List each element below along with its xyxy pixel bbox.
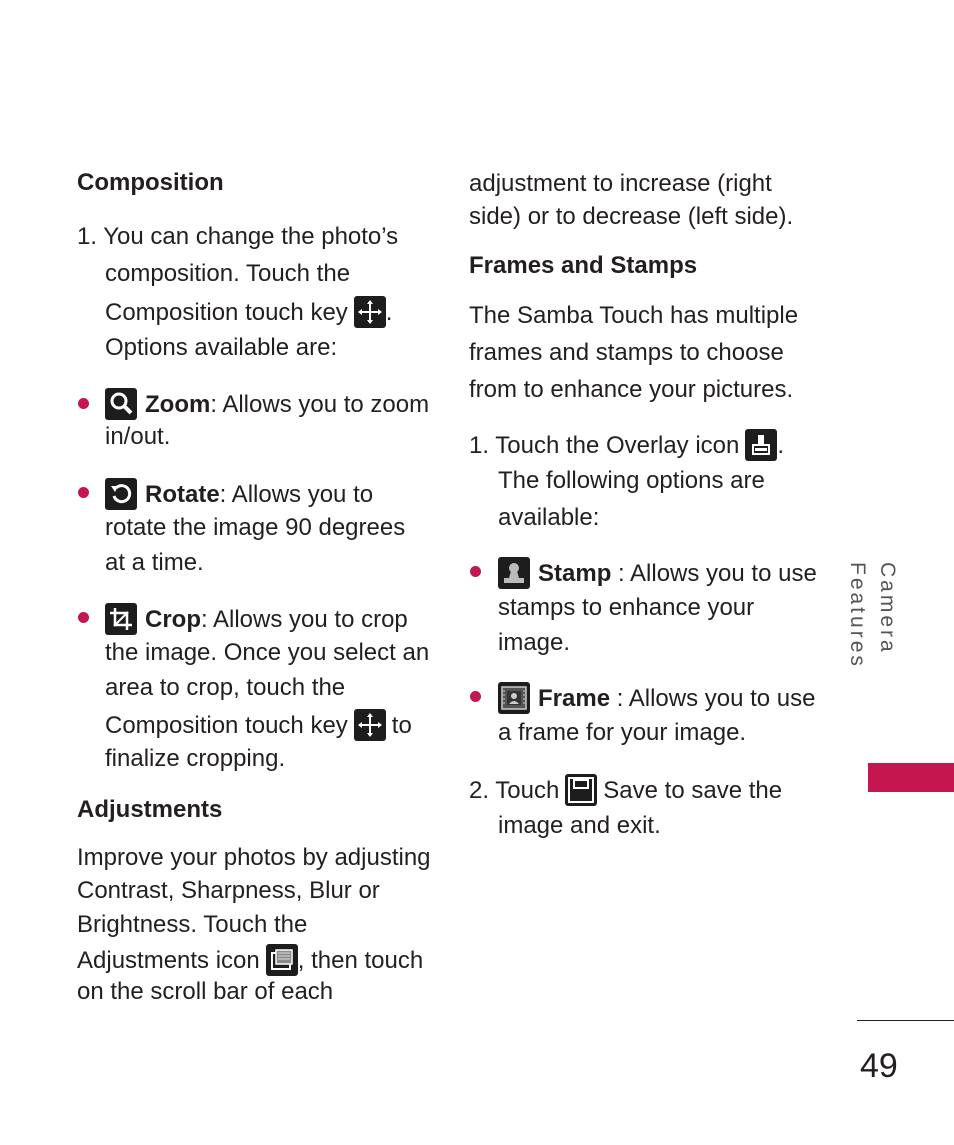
adjustments-heading: Adjustments bbox=[77, 796, 223, 823]
bullet-dot bbox=[470, 566, 481, 577]
stamp-item-line-1 bbox=[498, 557, 817, 589]
stamp-item-line-3: image. bbox=[498, 629, 571, 656]
adjustments-line-5: on the scroll bar of each bbox=[77, 978, 334, 1005]
crop-item-line-5: finalize cropping. bbox=[105, 745, 286, 772]
bullet-dot bbox=[470, 691, 481, 702]
crop-item-line-4 bbox=[105, 709, 412, 741]
bullet-dot bbox=[78, 612, 89, 623]
footer-rule bbox=[857, 1020, 954, 1021]
adjustments-line-2: Contrast, Sharpness, Blur or bbox=[77, 877, 380, 904]
composition-step-1-line-3 bbox=[105, 296, 392, 328]
frames-stamps-heading: Frames and Stamps bbox=[469, 252, 698, 279]
zoom-item-line-2: in/out. bbox=[105, 423, 171, 450]
save-step-line-2: image and exit. bbox=[498, 812, 661, 839]
save-step-line-1 bbox=[469, 774, 782, 806]
save-icon bbox=[565, 774, 597, 806]
bullet-dot bbox=[78, 398, 89, 409]
frames-stamps-line-2: frames and stamps to choose bbox=[469, 339, 784, 366]
composition-heading: Composition bbox=[77, 169, 224, 196]
zoom-icon bbox=[105, 388, 137, 420]
crop-description: : Allows you to crop bbox=[201, 606, 408, 633]
adjustments-icon-suffix: , then touch bbox=[297, 947, 424, 974]
adjustments-continued-line-1: adjustment to increase (right bbox=[469, 170, 772, 197]
adjustments-line-4 bbox=[77, 944, 423, 976]
frame-icon bbox=[498, 682, 530, 714]
frame-item-line-2: a frame for your image. bbox=[498, 719, 747, 746]
zoom-item-line-1 bbox=[105, 388, 429, 420]
composition-step-1-line-4: Options available are: bbox=[105, 334, 338, 361]
overlay-step-line-1 bbox=[469, 429, 784, 461]
zoom-description: : Allows you to zoom bbox=[210, 391, 430, 418]
overlay-step-line-2: The following options are bbox=[498, 467, 765, 494]
stamp-icon bbox=[498, 557, 530, 589]
composition-step-1-line-1: 1. You can change the photo’s bbox=[77, 223, 399, 250]
frames-stamps-line-3: from to enhance your pictures. bbox=[469, 376, 794, 403]
overlay-step-period: . bbox=[777, 432, 785, 459]
frame-description: : Allows you to use bbox=[610, 685, 816, 712]
crop-key-text: Composition touch key bbox=[105, 712, 348, 739]
overlay-step-text: 1. Touch the Overlay icon bbox=[469, 432, 740, 459]
crop-key-suffix: to bbox=[391, 712, 412, 739]
frame-label: Frame bbox=[538, 685, 611, 712]
crop-item-line-1 bbox=[105, 603, 408, 635]
adjustments-line-1: Improve your photos by adjusting bbox=[77, 844, 431, 871]
adjustments-line-3: Brightness. Touch the bbox=[77, 911, 308, 938]
bullet-dot bbox=[78, 487, 89, 498]
frames-stamps-line-1: The Samba Touch has multiple bbox=[469, 302, 799, 329]
save-step-text: 2. Touch bbox=[469, 777, 560, 804]
adjustments-icon bbox=[266, 944, 298, 976]
chapter-tab-marker bbox=[868, 763, 954, 792]
page-number: 49 bbox=[860, 1047, 898, 1085]
chapter-side-label: Camera Features bbox=[846, 562, 899, 669]
rotate-item-line-2: rotate the image 90 degrees bbox=[105, 514, 406, 541]
stamp-description: : Allows you to use bbox=[611, 560, 817, 587]
stamp-item-line-2: stamps to enhance your bbox=[498, 594, 755, 621]
rotate-item-line-1 bbox=[105, 478, 373, 510]
overlay-step-line-3: available: bbox=[498, 504, 600, 531]
frame-item-line-1 bbox=[498, 682, 816, 714]
move-icon bbox=[354, 296, 386, 328]
rotate-description: : Allows you to bbox=[219, 481, 374, 508]
adjustments-continued-line-2: side) or to decrease (left side). bbox=[469, 203, 794, 230]
save-step-suffix: Save to save the bbox=[603, 777, 783, 804]
crop-item-line-2: the image. Once you select an bbox=[105, 639, 430, 666]
rotate-label: Rotate bbox=[145, 481, 220, 508]
move-icon bbox=[354, 709, 386, 741]
composition-step-1-line-2: composition. Touch the bbox=[105, 260, 351, 287]
crop-icon bbox=[105, 603, 137, 635]
zoom-label: Zoom bbox=[145, 391, 211, 418]
rotate-icon bbox=[105, 478, 137, 510]
adjustments-icon-text: Adjustments icon bbox=[77, 947, 260, 974]
composition-key-period: . bbox=[385, 299, 393, 326]
crop-item-line-3: area to crop, touch the bbox=[105, 674, 346, 701]
overlay-icon bbox=[745, 429, 777, 461]
composition-key-text: Composition touch key bbox=[105, 299, 348, 326]
crop-label: Crop bbox=[145, 606, 201, 633]
stamp-label: Stamp bbox=[538, 560, 612, 587]
rotate-item-line-3: at a time. bbox=[105, 549, 204, 576]
